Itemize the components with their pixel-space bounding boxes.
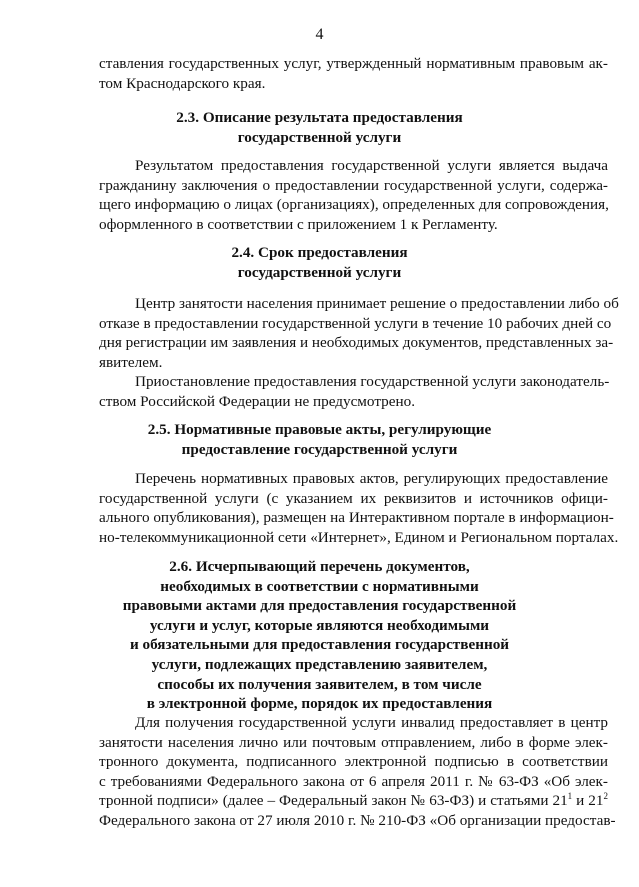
heading-line: предоставление государственной услуги [181, 440, 458, 458]
heading-line: 2.4. Срок предоставления [231, 244, 408, 261]
text-line [99, 791, 608, 811]
heading-line: государственной услуги [237, 128, 402, 146]
text-line: том Краснодарского края. [99, 74, 266, 92]
heading-line: 2.6. Исчерпывающий перечень документов, [169, 558, 470, 575]
heading-line: способы их получения заявителем, в том числе [157, 675, 482, 693]
section-heading-2-4 [0, 243, 639, 282]
section-heading-2-6 [0, 557, 639, 714]
text-line: Перечень нормативных правовых актов, регулирующих предоставление [135, 470, 608, 487]
paragraph-2-4-b [99, 372, 608, 411]
text-line: ставления государственных услуг, утвержденный нормативным правовым ак- [99, 55, 608, 72]
text-line: но-телекоммуникационной сети «Интернет», Едином и Региональном порталах. [99, 528, 619, 546]
text-line: щего информацию о лицах (организациях), определенных для сопровождения, [99, 196, 609, 214]
text-line: ального опубликования), размещен на Интерактивном портале в информацион- [99, 509, 614, 527]
heading-line: необходимых в соответствии с нормативными [160, 577, 479, 595]
text-line: с требованиями Федерального закона от 6 апреля 2011 г. № 63-ФЗ «Об элек- [99, 772, 608, 790]
text-line: отказе в предоставлении государственной услуги в течение 10 рабочих дней со [99, 314, 612, 332]
text-line: Федерального закона от 27 июля 2010 г. № 210-ФЗ «Об организации предостав- [99, 811, 616, 829]
page-number: 4 [315, 26, 324, 43]
text-line: Для получения государственной услуги инвалид предоставляет в центр [135, 714, 608, 731]
text-line: Приостановление предоставления государственной услуги законодатель- [135, 373, 610, 390]
intro-paragraph [99, 54, 608, 93]
heading-line: услуги и услуг, которые являются необходимыми [149, 616, 490, 634]
text-line: Результатом предоставления государственной услуги является выдача [135, 157, 608, 174]
text-line: Центр занятости населения принимает решение о предоставлении либо об [135, 295, 619, 312]
heading-line: государственной услуги [237, 263, 402, 281]
superscript: 2 [603, 791, 608, 802]
section-heading-2-5 [0, 420, 639, 459]
superscript: 1 [567, 791, 573, 802]
text-fragment: и 21 [572, 792, 604, 810]
section-heading-2-3 [0, 108, 639, 147]
heading-line: услуги, подлежащих представлению заявителем, [151, 655, 488, 673]
heading-line: и обязательными для предоставления государственной [129, 636, 510, 654]
text-line: оформленного в соответствии с приложением 1 к Регламенту. [99, 215, 498, 233]
paragraph-2-3 [99, 156, 608, 234]
paragraph-2-6 [99, 713, 616, 831]
text-line: гражданину заключения о предоставлении государственной услуги, содержа- [99, 176, 608, 194]
heading-line: 2.3. Описание результата предоставления [176, 109, 463, 126]
heading-line: правовыми актами для предоставления государственной [122, 597, 517, 615]
text-fragment: тронной подписи» (далее – Федеральный закон № 63-ФЗ) и статьями 21 [99, 792, 568, 810]
text-line: дня регистрации им заявления и необходимых документов, представленных за- [99, 334, 614, 352]
text-line: явителем. [99, 353, 163, 371]
text-line: ством Российской Федерации не предусмотрено. [99, 392, 415, 410]
paragraph-2-4-a [99, 294, 619, 372]
text-line: занятости населения лично или почтовым отправлением, либо в форме элек- [99, 733, 608, 751]
text-line: тронного документа, подписанного электронной подписью в соответствии [99, 753, 608, 771]
heading-line: 2.5. Нормативные правовые акты, регулирующие [147, 421, 492, 438]
heading-line: в электронной форме, порядок их предоставления [146, 695, 493, 713]
text-line: государственной услуги (с указанием их реквизитов и источников офици- [99, 489, 608, 507]
paragraph-2-5 [99, 469, 619, 547]
